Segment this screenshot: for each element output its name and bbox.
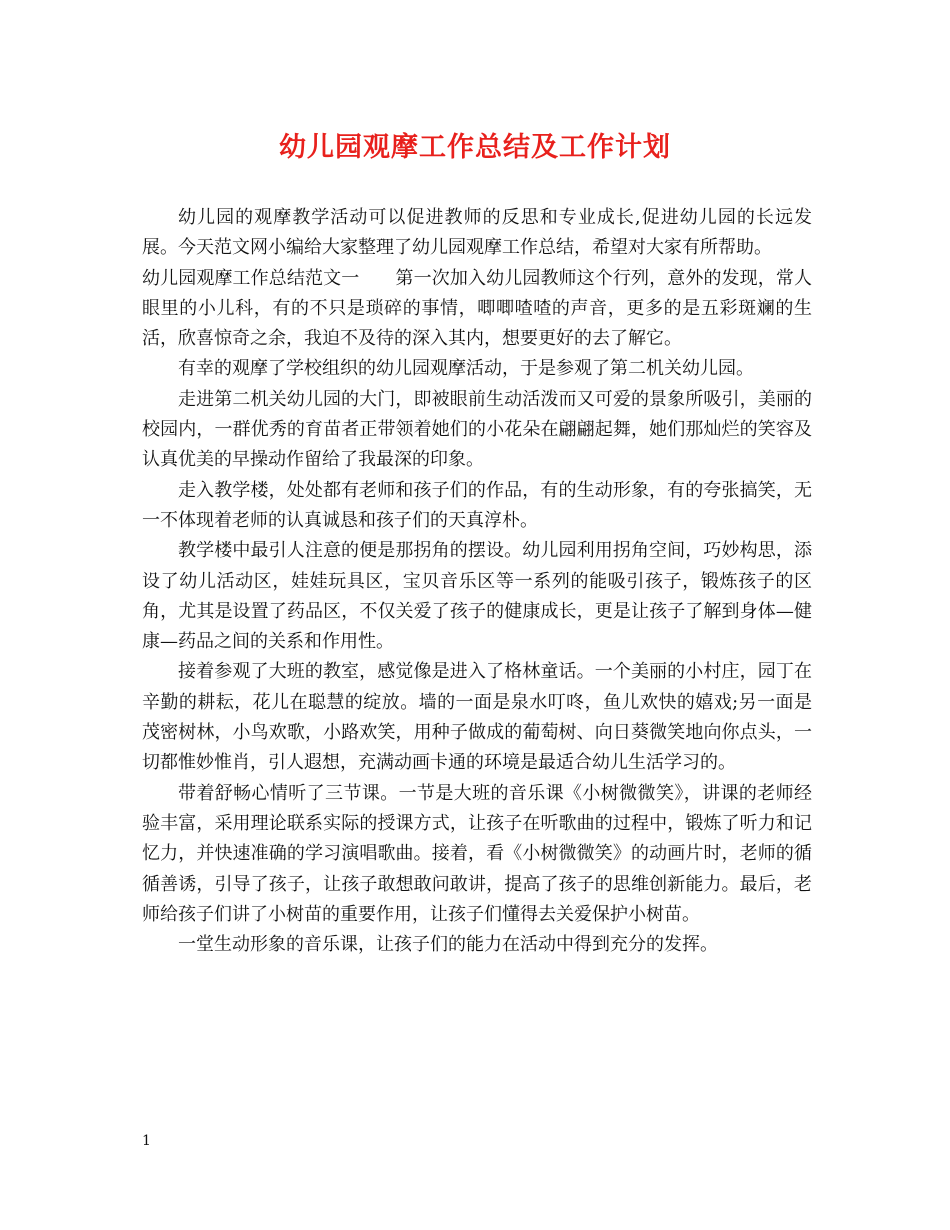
paragraph-classroom: 接着参观了大班的教室，感觉像是进入了格林童话。一个美丽的小村庄，园丁在辛勤的耕耘，花儿在聪慧的绽放。墙的一面是泉水叮咚，鱼儿欢快的嬉戏;另一面是茂密树林，小鸟欢歌，小路欢笑，用种子做成的葡萄树、向日葵微笑地向你点头，一切都惟妙惟肖，引人遐想，充满动画卡通的环境是最适合幼儿生活学习的。 [142, 661, 812, 774]
document-title: 幼儿园观摩工作总结及工作计划 [279, 132, 671, 163]
paragraph-music-class: 一堂生动形象的音乐课，让孩子们的能力在活动中得到充分的发挥。 [178, 934, 718, 956]
paragraph-building: 走入教学楼，处处都有老师和孩子们的作品，有的生动形象，有的夸张搞笑，无一不体现着老师的认真诚恳和孩子们的天真淳朴。 [142, 479, 812, 531]
paragraph-visit: 有幸的观摩了学校组织的幼儿园观摩活动，于是参观了第二机关幼儿园。 [178, 358, 754, 380]
paragraph-entrance: 走进第二机关幼儿园的大门，即被眼前生动活泼而又可爱的景象所吸引，美丽的校园内，一群优秀的育苗者正带领着她们的小花朵在翩翩起舞，她们那灿烂的笑容及认真优美的早操动作留给了我最深的印象。 [142, 388, 812, 471]
paragraph-corners: 教学楼中最引人注意的便是那拐角的摆设。幼儿园利用拐角空间，巧妙构思，添设了幼儿活动区，娃娃玩具区，宝贝音乐区等一系列的能吸引孩子，锻炼孩子的区角，尤其是设置了药品区，不仅关爱了孩子的健康成长，更是让孩子了解到身体—健康—药品之间的关系和作用性。 [142, 540, 812, 653]
paragraph-intro: 幼儿园的观摩教学活动可以促进教师的反思和专业成长,促进幼儿园的长远发展。今天范文网小编给大家整理了幼儿园观摩工作总结，希望对大家有所帮助。 [142, 207, 812, 259]
paragraph-sample-one: 幼儿园观摩工作总结范文一 第一次加入幼儿园教师这个行列，意外的发现，常人眼里的小儿科，有的不只是琐碎的事情，唧唧喳喳的声音，更多的是五彩斑斓的生活，欣喜惊奇之余，我迫不及待的深入其内，想要更好的去了解它。 [142, 267, 812, 350]
page-number: 1 [142, 1133, 151, 1149]
paragraph-lessons: 带着舒畅心情听了三节课。一节是大班的音乐课《小树微微笑》，讲课的老师经验丰富，采用理论联系实际的授课方式，让孩子在听歌曲的过程中，锻炼了听力和记忆力，并快速准确的学习演唱歌曲。接着，看《小树微微笑》的动画片时，老师的循循善诱，引导了孩子，让孩子敢想敢问敢讲，提高了孩子的思维创新能力。最后，老师给孩子们讲了小树苗的重要作用，让孩子们懂得去关爱保护小树苗。 [142, 782, 812, 925]
document-body [142, 203, 812, 960]
